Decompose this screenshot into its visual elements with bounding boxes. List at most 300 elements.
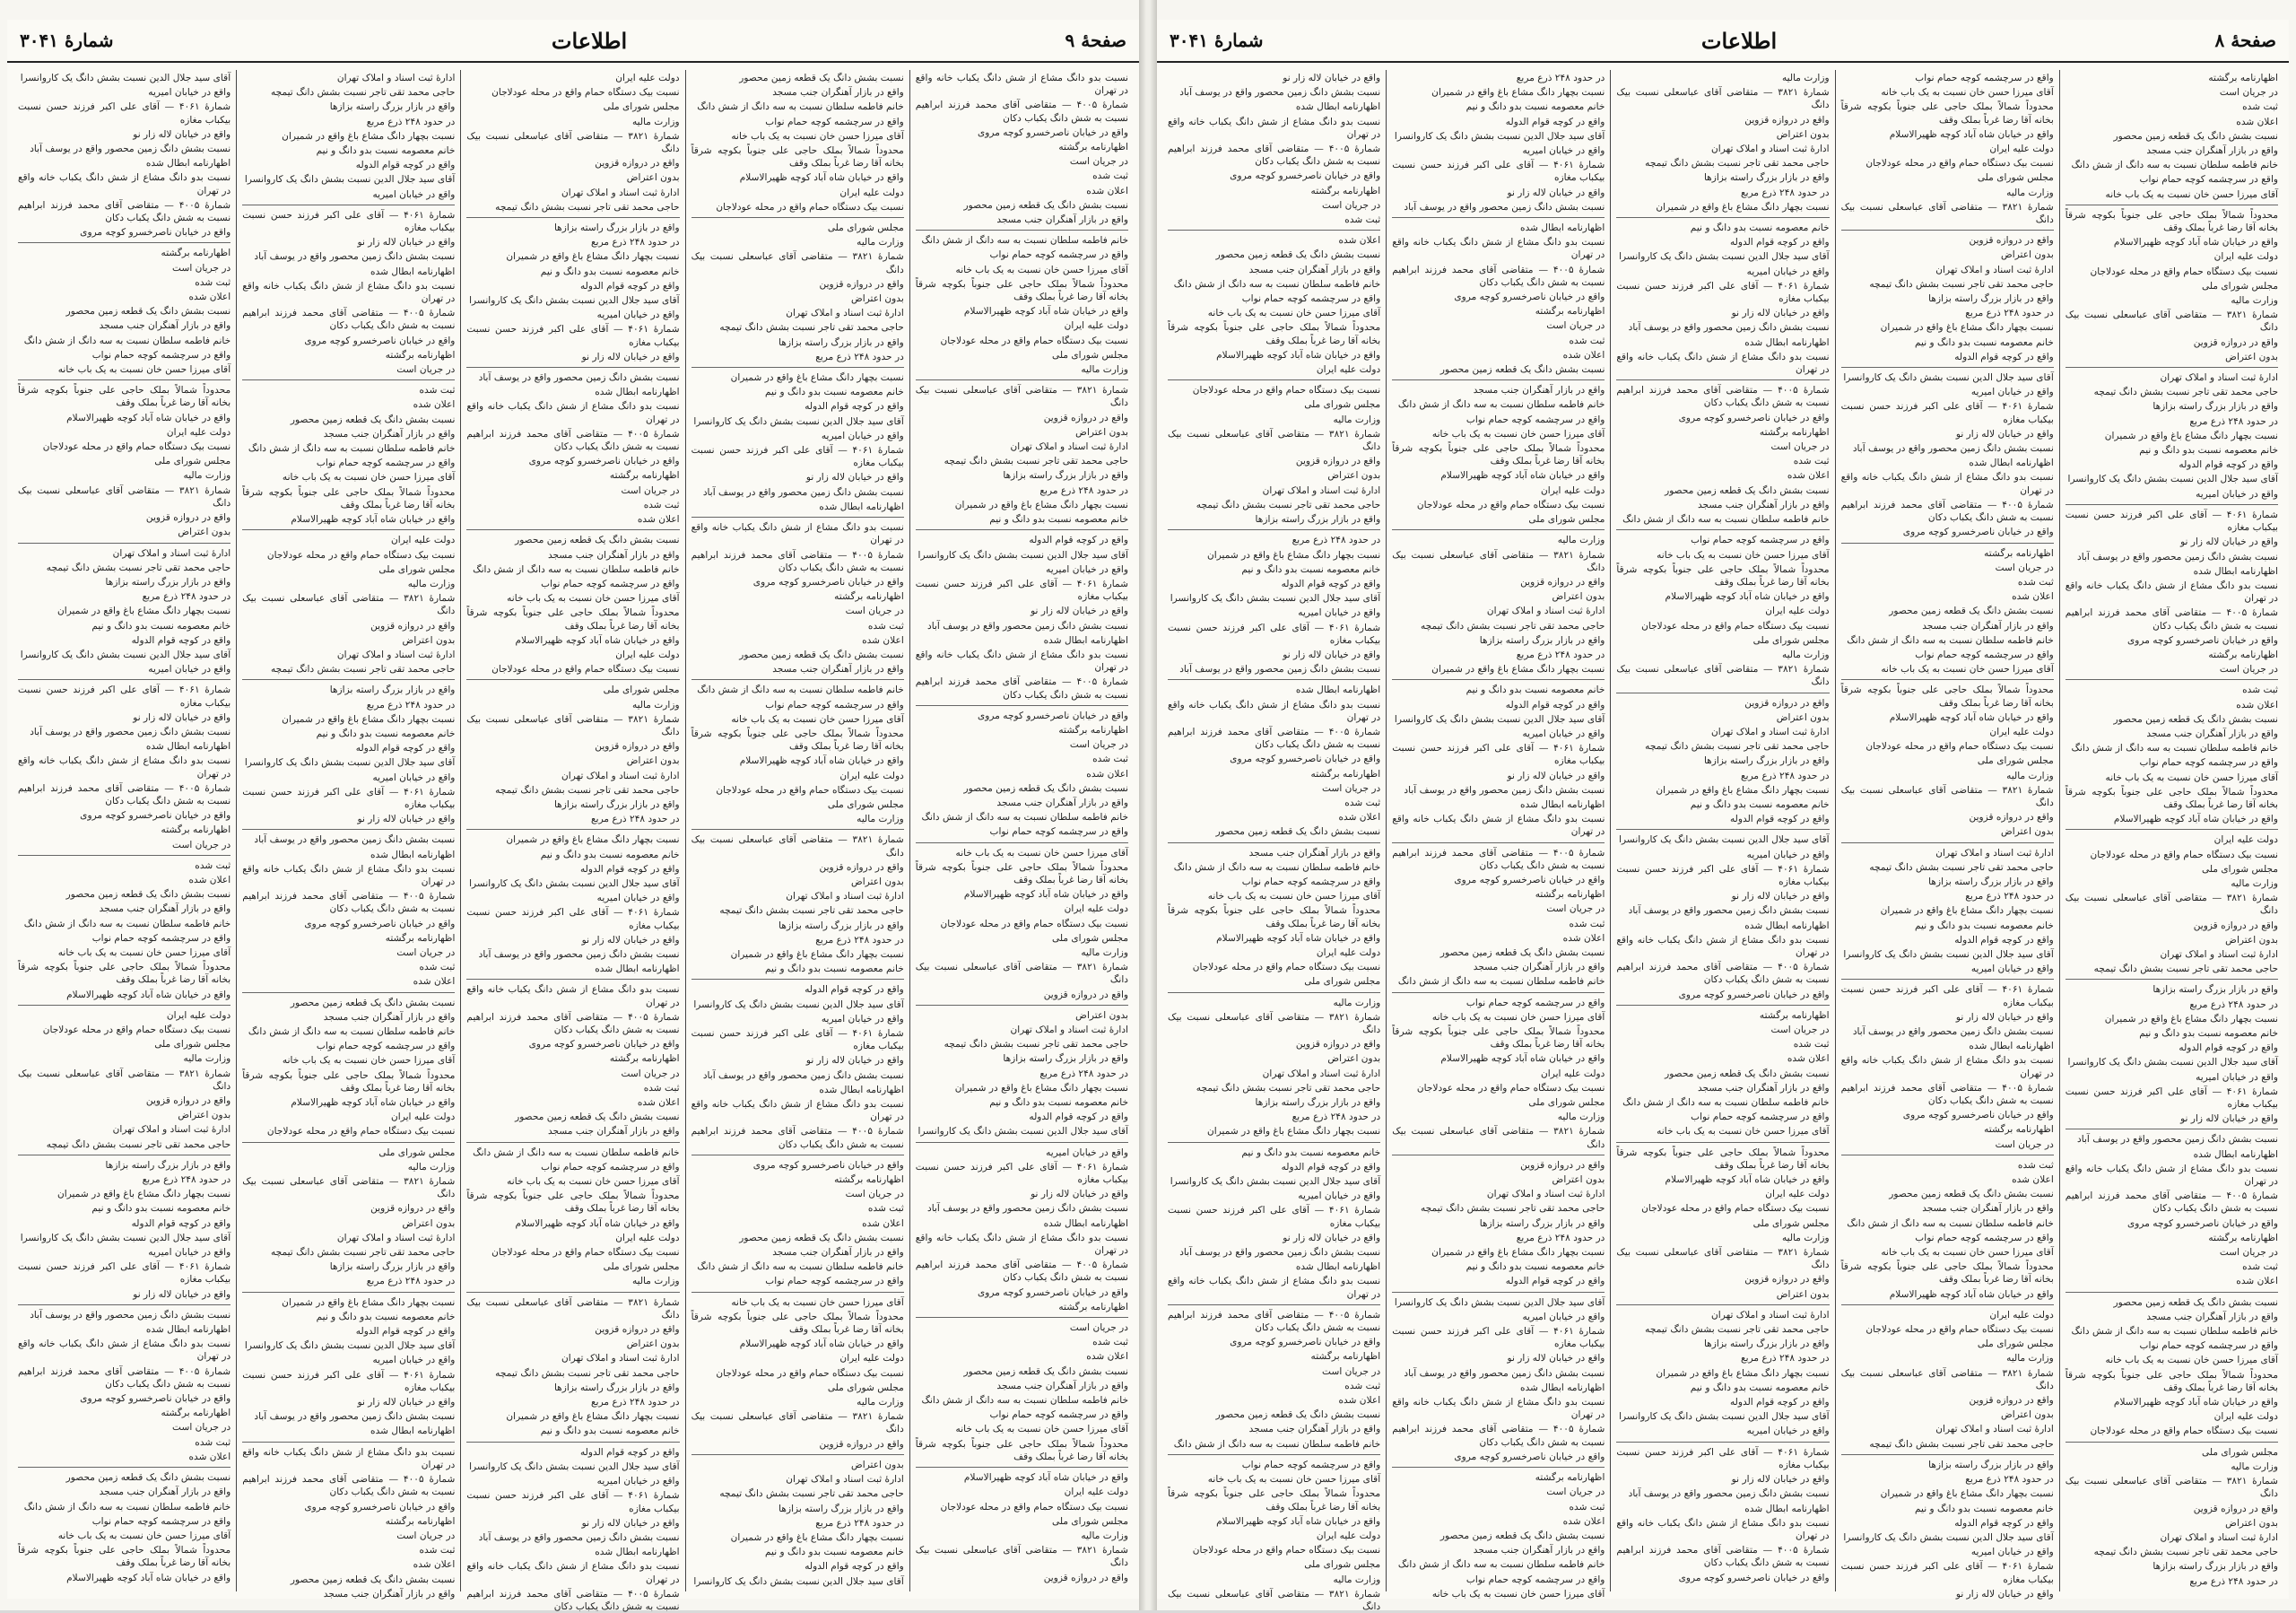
notice-entry: واقع در خیابان لاله زار نو: [1731, 308, 1830, 319]
notice-entry: واقع در خیابان شاه آباد کوچه ظهیرالاسلام: [515, 1217, 680, 1229]
notice-entry: نسبت بچهار دانگ مشاع باغ واقع در شمیران: [506, 251, 680, 263]
notice-entry: آقای سید جلال الدین نسبت بشش دانگ یک کاروانسرا: [1619, 251, 1830, 263]
notice-entry: ثبت شده: [1344, 214, 1381, 226]
column-divider-rule: [691, 517, 904, 518]
notice-entry: آقای سید جلال الدین نسبت بشش دانگ یک کاروانسرا: [1394, 713, 1605, 725]
notice-entry: شمارهٔ ۴۰۶۱ — آقای علی اکبر فرزند حسن نسبت بیکباب مغازه: [1616, 280, 1830, 305]
notice-entry: شمارهٔ ۳۸۲۱ — متقاضی آقای عباسعلی نسبت بیک دانگ: [242, 1176, 456, 1200]
column-divider-rule: [1616, 379, 1829, 380]
notice-entry: آقای میرزا حسن خان نسبت به یک باب خانه: [955, 264, 1128, 275]
notice-entry: واقع در سرچشمه کوچه حمام نواب: [1691, 535, 1830, 546]
notice-entry: حاجی محمد تقی تاجر نسبت بشش دانگ تیمچه: [1420, 1203, 1605, 1215]
notice-entry: در جریان است: [1322, 782, 1381, 794]
column-divider-rule: [466, 679, 679, 680]
notice-entry: حاجی محمد تقی تاجر نسبت بشش دانگ تیمچه: [1869, 1438, 2054, 1450]
notice-entry: واقع در سرچشمه کوچه حمام نواب: [1915, 73, 2054, 83]
notice-entry: واقع در خیابان ناصرخسرو کوچه مروی: [1678, 989, 1830, 1000]
left-page-issue: شمارهٔ ۳۰۴۱: [20, 30, 114, 51]
notice-entry: ثبت شده: [2242, 1261, 2278, 1273]
notice-entry: واقع در خیابان شاه آباد کوچه ظهیرالاسلام: [1665, 591, 1830, 603]
notice-entry: واقع در بازار بزرگ راسته بزازها: [105, 1159, 231, 1171]
notice-entry: شمارهٔ ۴۰۰۵ — متقاضی آقای محمد فرزند ابراهیم نسبت به شش دانگ یکباب دکان: [915, 1260, 1129, 1284]
text-column: [1610, 70, 1834, 1591]
notice-entry: دولت علیه ایران: [1316, 364, 1381, 376]
notice-entry: شمارهٔ ۳۸۲۱ — متقاضی آقای عباسعلی نسبت بیک دانگ: [17, 1068, 231, 1092]
notice-entry: واقع در کوچه قوام الدوله: [1505, 116, 1605, 127]
text-column: [1162, 70, 1386, 1612]
notice-entry: نسبت بدو دانگ مشاع از شش دانگ یکباب خانه واقع در تهران: [242, 863, 456, 887]
notice-entry: شمارهٔ ۴۰۰۵ — متقاضی آقای محمد فرزند ابراهیم نسبت به شش دانگ یکباب دکان: [1167, 1309, 1381, 1334]
column-divider-rule: [916, 842, 1128, 843]
notice-entry: خانم فاطمه سلطان نسبت به سه دانگ از شش دانگ: [23, 335, 231, 346]
notice-entry: در جریان است: [845, 606, 904, 617]
notice-entry: نسبت بچهار دانگ مشاع باغ واقع در شمیران: [1206, 549, 1381, 561]
notice-entry: آقای سید جلال الدین نسبت بشش دانگ یک کاروانسرا: [1170, 593, 1381, 605]
column-divider-rule: [2066, 679, 2278, 680]
notice-entry: نسبت بشش دانگ یک قطعه زمین محصور: [739, 1232, 904, 1243]
notice-entry: نسبت بشش دانگ زمین محصور واقع در یوسف آباد: [30, 1309, 231, 1321]
notice-entry: شمارهٔ ۴۰۶۱ — آقای علی اکبر فرزند حسن نسبت بیکباب مغازه: [17, 684, 231, 709]
notice-entry: ثبت شده: [2242, 684, 2278, 696]
notice-entry: واقع در خیابان لاله زار نو: [1731, 1474, 1830, 1486]
notice-entry: شمارهٔ ۴۰۶۱ — آقای علی اکبر فرزند حسن نسبت بیکباب مغازه: [1167, 1205, 1381, 1229]
notice-entry: واقع در خیابان لاله زار نو: [805, 1055, 904, 1067]
notice-entry: مجلس شورای ملی: [1304, 1559, 1381, 1571]
column-divider-rule: [2066, 979, 2278, 980]
column-divider-rule: [1392, 217, 1605, 218]
notice-entry: آقای میرزا حسن خان نسبت به یک باب خانه: [507, 1176, 680, 1188]
notice-entry: ادارهٔ ثبت اسناد و املاک تهران: [336, 1232, 456, 1243]
notice-entry: آقای میرزا حسن خان نسبت به یک باب خانه: [57, 1530, 231, 1541]
notice-entry: شمارهٔ ۳۸۲۱ — متقاضی آقای عباسعلی نسبت بیک دانگ: [1840, 784, 2054, 808]
column-divider-rule: [466, 1292, 679, 1293]
notice-entry: اعلان شده: [1338, 1395, 1381, 1407]
column-divider-rule: [916, 529, 1128, 530]
notice-entry: نسبت بدو دانگ مشاع از شش دانگ یکباب خانه واقع در تهران: [2065, 1163, 2278, 1188]
notice-entry: شمارهٔ ۴۰۰۵ — متقاضی آقای محمد فرزند ابراهیم نسبت به شش دانگ یکباب دکان: [1167, 726, 1381, 751]
notice-entry: واقع در خیابان شاه آباد کوچه ظهیرالاسلام: [291, 514, 456, 526]
notice-entry: شمارهٔ ۴۰۰۵ — متقاضی آقای محمد فرزند ابراهیم نسبت به شش دانگ یکباب دکان: [915, 676, 1129, 701]
notice-entry: اظهارنامه ابطال شده: [145, 1324, 231, 1336]
notice-entry: واقع در سرچشمه کوچه حمام نواب: [2139, 1340, 2278, 1352]
notice-entry: واقع در سرچشمه کوچه حمام نواب: [316, 458, 456, 469]
column-divider-rule: [1616, 1005, 1829, 1006]
notice-entry: شمارهٔ ۴۰۶۱ — آقای علی اکبر فرزند حسن نسبت بیکباب مغازه: [915, 1161, 1128, 1186]
notice-entry: ثبت شده: [195, 276, 231, 288]
notice-entry: واقع در خیابان شاه آباد کوچه ظهیرالاسلام: [1440, 470, 1605, 482]
notice-entry: واقع در خیابان امیریه: [148, 1247, 231, 1259]
notice-entry: واقع در بازار آهنگران جنب مسجد: [99, 903, 231, 915]
notice-entry: در حدود ۲۴۸ ذرع مربع: [2189, 998, 2278, 1010]
notice-entry: نسبت بدو دانگ مشاع از شش دانگ یکباب خانه واقع در تهران: [1167, 1276, 1381, 1300]
notice-entry: نسبت بدو دانگ مشاع از شش دانگ یکباب خانه واقع در تهران: [1167, 699, 1381, 723]
left-page: [7, 20, 1139, 1612]
notice-entry: واقع در خیابان شاه آباد کوچه ظهیرالاسلام: [1216, 349, 1381, 361]
column-divider-rule: [691, 829, 904, 830]
column-divider-rule: [1392, 1292, 1605, 1293]
notice-entry: اعلان شده: [862, 634, 904, 646]
notice-entry: حاجی محمد تقی تاجر نسبت بشش دانگ تیمچه: [1196, 499, 1381, 510]
notice-entry: واقع در بازار بزرگ راسته بزازها: [329, 1261, 456, 1273]
notice-entry: واقع در خیابان لاله زار نو: [581, 934, 680, 946]
notice-entry: آقای سید جلال الدین نسبت بشش دانگ یک کاروانسرا: [20, 649, 231, 660]
notice-entry: واقع در سرچشمه کوچه حمام نواب: [91, 349, 231, 361]
notice-entry: اعلان شده: [188, 1451, 231, 1462]
column-divider-rule: [1841, 679, 2054, 680]
notice-entry: واقع در بازار آهنگران جنب مسجد: [772, 1247, 904, 1259]
notice-entry: محدوداً شمالاً بملک حاجی علی جنوباً بکوچه شرقاً بخانه آقا رضا غرباً بملک وقف: [1167, 1488, 1381, 1513]
notice-entry: شمارهٔ ۳۸۲۱ — متقاضی آقای عباسعلی نسبت بیک دانگ: [466, 130, 680, 155]
notice-entry: واقع در بازار بزرگ راسته بزازها: [1003, 1053, 1128, 1065]
notice-entry: آقای میرزا حسن خان نسبت به یک باب خانه: [731, 130, 904, 142]
notice-entry: در جریان است: [1995, 562, 2054, 573]
notice-entry: نسبت بدو دانگ مشاع از شش دانگ یکباب خانه واقع در تهران: [915, 649, 1128, 674]
notice-entry: اظهارنامه برگشته: [161, 248, 231, 259]
column-divider-rule: [242, 1442, 455, 1443]
notice-entry: نسبت بچهار دانگ مشاع باغ واقع در شمیران: [1880, 905, 2054, 917]
notice-entry: نسبت بدو دانگ مشاع از شش دانگ یکباب خانه واقع در تهران: [691, 522, 904, 546]
notice-entry: ثبت شده: [419, 385, 456, 397]
notice-entry: شمارهٔ ۴۰۰۵ — متقاضی آقای محمد فرزند ابراهیم نسبت به شش دانگ یکباب دکان: [1840, 1082, 2054, 1107]
notice-entry: اظهارنامه ابطال شده: [145, 158, 231, 170]
column-divider-rule: [1392, 679, 1605, 680]
notice-entry: نسبت بشش دانگ زمین محصور واقع در یوسف آباد: [1852, 443, 2054, 455]
notice-entry: نسبت بدو دانگ مشاع از شش دانگ یکباب خانه واقع در تهران: [1840, 1055, 2054, 1079]
notice-entry: در جریان است: [1546, 320, 1605, 332]
notice-entry: آقای سید جلال الدین نسبت بشش دانگ یک کاروانسرا: [1843, 1531, 2054, 1543]
notice-entry: نسبت بچهار دانگ مشاع باغ واقع در شمیران: [282, 1296, 456, 1308]
notice-entry: دولت علیه ایران: [839, 187, 904, 198]
notice-entry: خانم معصومه نسبت بدو دانگ و نیم: [989, 1097, 1128, 1109]
notice-entry: در جریان است: [2219, 87, 2278, 99]
column-divider-rule: [1168, 230, 1380, 231]
notice-entry: ادارهٔ ثبت اسناد و املاک تهران: [1010, 441, 1128, 453]
notice-entry: شمارهٔ ۴۰۶۱ — آقای علی اکبر فرزند حسن نسبت بیکباب مغازه: [242, 209, 456, 234]
notice-entry: ثبت شده: [2017, 576, 2054, 588]
notice-entry: واقع در خیابان امیریه: [1522, 728, 1605, 739]
notice-entry: شمارهٔ ۳۸۲۱ — متقاضی آقای عباسعلی نسبت بیک دانگ: [242, 593, 456, 617]
notice-entry: واقع در خیابان شاه آباد کوچه ظهیرالاسلام: [2113, 237, 2278, 248]
notice-entry: واقع در خیابان لاله زار نو: [357, 814, 456, 825]
notice-entry: اظهارنامه ابطال شده: [1043, 634, 1128, 646]
notice-entry: حاجی محمد تقی تاجر نسبت بشش دانگ تیمچه: [1645, 1324, 1830, 1336]
notice-entry: دولت علیه ایران: [615, 1232, 680, 1243]
notice-entry: واقع در بازار بزرگ راسته بزازها: [1703, 755, 1830, 767]
column-divider-rule: [1392, 842, 1605, 843]
notice-entry: واقع در دروازه قزوین: [1043, 989, 1128, 1000]
notice-entry: اظهارنامه ابطال شده: [819, 1084, 904, 1095]
notice-entry: محدوداً شمالاً بملک حاجی علی جنوباً بکوچه شرقاً بخانه آقا رضا غرباً بملک وقف: [466, 607, 680, 632]
notice-entry: نسبت بشش دانگ زمین محصور واقع در یوسف آباد: [1628, 322, 1830, 334]
notice-entry: اعلان شده: [413, 1559, 456, 1571]
notice-entry: آقای سید جلال الدین نسبت بشش دانگ یک کاروانسرا: [1843, 372, 2054, 384]
notice-entry: خانم معصومه نسبت بدو دانگ و نیم: [1241, 563, 1381, 575]
notice-entry: خانم فاطمه سلطان نسبت به سه دانگ از شش دانگ: [1173, 278, 1381, 290]
notice-entry: اظهارنامه ابطال شده: [1520, 798, 1605, 810]
notice-entry: آقای سید جلال الدین نسبت بشش دانگ یک کاروانسرا: [918, 1126, 1128, 1138]
notice-entry: واقع در بازار بزرگ راسته بزازها: [1479, 634, 1605, 646]
notice-entry: محدوداً شمالاً بملک حاجی علی جنوباً بکوچه شرقاً بخانه آقا رضا غرباً بملک وقف: [1167, 322, 1381, 346]
notice-entry: واقع در دروازه قزوین: [595, 741, 680, 753]
notice-entry: نسبت بشش دانگ یک قطعه زمین محصور: [1439, 946, 1605, 958]
notice-entry: ثبت شده: [2017, 1159, 2054, 1171]
notice-entry: شمارهٔ ۴۰۰۵ — متقاضی آقای محمد فرزند ابراهیم نسبت به شش دانگ یکباب دکان: [466, 1588, 680, 1612]
notice-entry: نسبت بیک دستگاه حمام واقع در محله عودلاجان: [716, 201, 904, 213]
notice-entry: آقای میرزا حسن خان نسبت به یک باب خانه: [955, 1424, 1128, 1435]
notice-entry: محدوداً شمالاً بملک حاجی علی جنوباً بکوچه شرقاً بخانه آقا رضا غرباً بملک وقف: [691, 1311, 904, 1336]
column-divider-rule: [466, 217, 679, 218]
notice-entry: واقع در کوچه قوام الدوله: [355, 1326, 456, 1338]
notice-entry: در جریان است: [172, 839, 231, 850]
notice-entry: خانم معصومه نسبت بدو دانگ و نیم: [1914, 920, 2054, 931]
notice-entry: در حدود ۲۴۸ ذرع مربع: [142, 1174, 231, 1186]
column-divider-rule: [1168, 842, 1380, 843]
notice-entry: ادارهٔ ثبت اسناد و املاک تهران: [2160, 372, 2278, 384]
notice-entry: شمارهٔ ۴۰۶۱ — آقای علی اکبر فرزند حسن نسبت بیکباب مغازه: [915, 578, 1128, 603]
notice-entry: در جریان است: [2219, 1247, 2278, 1259]
notice-entry: واقع در خیابان لاله زار نو: [1031, 1189, 1128, 1200]
notice-entry: در حدود ۲۴۸ ذرع مربع: [1516, 649, 1605, 660]
notice-entry: شمارهٔ ۴۰۰۵ — متقاضی آقای محمد فرزند ابراهیم نسبت به شش دانگ یکباب دکان: [1167, 144, 1381, 168]
notice-entry: نسبت بچهار دانگ مشاع باغ واقع در شمیران: [1656, 201, 1830, 213]
notice-entry: بدون اعتراض: [1075, 426, 1128, 438]
notice-entry: نسبت بچهار دانگ مشاع باغ واقع در شمیران: [1431, 664, 1605, 676]
notice-entry: در حدود ۲۴۸ ذرع مربع: [1741, 770, 1830, 781]
notice-entry: شمارهٔ ۴۰۶۱ — آقای علی اکبر فرزند حسن نسبت بیکباب مغازه: [242, 786, 456, 810]
notice-entry: شمارهٔ ۴۰۰۵ — متقاضی آقای محمد فرزند ابراهیم نسبت به شش دانگ یکباب دکان: [1616, 385, 1830, 409]
notice-entry: خانم فاطمه سلطان نسبت به سه دانگ از شش دانگ: [1173, 1438, 1381, 1450]
notice-entry: اظهارنامه برگشته: [385, 1515, 456, 1527]
notice-entry: اظهارنامه برگشته: [834, 1174, 904, 1186]
notice-entry: دولت علیه ایران: [166, 426, 231, 438]
notice-entry: نسبت بدو دانگ مشاع از شش دانگ یکباب خانه واقع در تهران: [1392, 814, 1605, 838]
notice-entry: نسبت بیک دستگاه حمام واقع در محله عودلاجان: [1192, 962, 1381, 973]
notice-entry: اظهارنامه ابطال شده: [1520, 1382, 1605, 1393]
column-divider-rule: [1168, 679, 1380, 680]
notice-entry: محدوداً شمالاً بملک حاجی علی جنوباً بکوچه شرقاً بخانه آقا رضا غرباً بملک وقف: [1840, 1261, 2054, 1286]
notice-entry: اظهارنامه ابطال شده: [1295, 684, 1381, 696]
notice-entry: خانم فاطمه سلطان نسبت به سه دانگ از شش دانگ: [1847, 1217, 2054, 1229]
text-column: [685, 70, 909, 1591]
notice-entry: ادارهٔ ثبت اسناد و املاک تهران: [1486, 606, 1605, 617]
notice-entry: در حدود ۲۴۸ ذرع مربع: [1039, 484, 1128, 496]
notice-entry: در حدود ۲۴۸ ذرع مربع: [1516, 1232, 1605, 1243]
notice-entry: واقع در بازار بزرگ راسته بزازها: [1703, 1338, 1830, 1350]
notice-entry: واقع در خیابان ناصرخسرو کوچه مروی: [2126, 634, 2278, 646]
notice-entry: واقع در خیابان ناصرخسرو کوچه مروی: [304, 335, 456, 346]
notice-entry: خانم معصومه نسبت بدو دانگ و نیم: [764, 387, 904, 398]
notice-entry: ثبت شده: [867, 620, 904, 632]
notice-entry: نسبت بدو دانگ مشاع از شش دانگ یکباب خانه واقع در تهران: [466, 1561, 680, 1585]
notice-entry: واقع در خیابان لاله زار نو: [1955, 428, 2054, 440]
notice-entry: واقع در بازار آهنگران جنب مسجد: [1248, 264, 1381, 275]
notice-entry: واقع در کوچه قوام الدوله: [1281, 1161, 1381, 1173]
notice-entry: نسبت بشش دانگ یک قطعه زمین محصور: [1439, 364, 1605, 376]
notice-entry: مجلس شورای ملی: [1528, 514, 1605, 526]
notice-entry: در حدود ۲۴۸ ذرع مربع: [1292, 1112, 1381, 1123]
notice-entry: در حدود ۲۴۸ ذرع مربع: [1292, 535, 1381, 546]
notice-entry: واقع در خیابان لاله زار نو: [1507, 187, 1605, 198]
notice-entry: واقع در بازار آهنگران جنب مسجد: [1248, 1424, 1381, 1435]
notice-entry: محدوداً شمالاً بملک حاجی علی جنوباً بکوچه شرقاً بخانه آقا رضا غرباً بملک وقف: [691, 145, 904, 170]
notice-entry: آقای میرزا حسن خان نسبت به یک باب خانه: [1431, 1588, 1605, 1600]
notice-entry: اظهارنامه ابطال شده: [595, 387, 680, 398]
notice-entry: نسبت بیک دستگاه حمام واقع در محله عودلاجان: [42, 441, 231, 453]
notice-entry: واقع در سرچشمه کوچه حمام نواب: [1465, 997, 1605, 1008]
notice-entry: واقع در کوچه قوام الدوله: [2179, 459, 2278, 471]
notice-entry: واقع در خیابان ناصرخسرو کوچه مروی: [1454, 874, 1605, 885]
notice-entry: اظهارنامه برگشته: [2208, 1232, 2278, 1243]
notice-entry: در حدود ۲۴۸ ذرع مربع: [142, 591, 231, 603]
notice-entry: دولت علیه ایران: [1541, 484, 1605, 496]
notice-entry: مجلس شورای ملی: [1752, 1217, 1830, 1229]
notice-entry: خانم معصومه نسبت بدو دانگ و نیم: [1465, 101, 1605, 113]
notice-entry: در حدود ۲۴۸ ذرع مربع: [591, 1397, 680, 1408]
notice-entry: ادارهٔ ثبت اسناد و املاک تهران: [561, 1353, 680, 1365]
notice-entry: نسبت بیک دستگاه حمام واقع در محله عودلاجان: [491, 664, 680, 676]
notice-entry: اعلان شده: [1338, 235, 1381, 247]
notice-entry: خانم فاطمه سلطان نسبت به سه دانگ از شش دانگ: [473, 563, 680, 575]
notice-entry: آقای میرزا حسن خان نسبت به یک باب خانه: [282, 1055, 456, 1067]
notice-entry: دولت علیه ایران: [1316, 1530, 1381, 1541]
column-divider-rule: [916, 1467, 1128, 1468]
notice-entry: شمارهٔ ۴۰۰۵ — متقاضی آقای محمد فرزند ابراهیم نسبت به شش دانگ یکباب دکان: [242, 308, 456, 332]
notice-entry: واقع در خیابان شاه آباد کوچه ظهیرالاسلام: [1889, 711, 2054, 723]
notice-entry: در جریان است: [1995, 1138, 2054, 1150]
notice-entry: نسبت بچهار دانگ مشاع باغ واقع در شمیران: [730, 372, 904, 384]
notice-entry: واقع در خیابان ناصرخسرو کوچه مروی: [977, 1286, 1128, 1298]
notice-entry: بدون اعتراض: [2000, 1409, 2054, 1421]
notice-entry: واقع در کوچه قوام الدوله: [355, 743, 456, 754]
notice-entry: حاجی محمد تقی تاجر نسبت بشش دانگ تیمچه: [1645, 158, 1830, 170]
notice-entry: اظهارنامه ابطال شده: [595, 963, 680, 975]
notice-entry: واقع در خیابان امیریه: [596, 310, 680, 321]
notice-entry: نسبت بشش دانگ یک قطعه زمین محصور: [963, 1365, 1128, 1377]
notice-entry: واقع در خیابان لاله زار نو: [1507, 770, 1605, 781]
notice-entry: نسبت بیک دستگاه حمام واقع در محله عودلاجان: [716, 1367, 904, 1379]
notice-entry: واقع در بازار آهنگران جنب مسجد: [1473, 385, 1605, 397]
notice-entry: نسبت بچهار دانگ مشاع باغ واقع در شمیران: [2104, 1013, 2278, 1024]
notice-entry: اظهارنامه ابطال شده: [1744, 1503, 1830, 1514]
notice-entry: واقع در خیابان لاله زار نو: [581, 351, 680, 362]
notice-entry: واقع در خیابان امیریه: [148, 664, 231, 676]
column-divider-rule: [18, 855, 230, 856]
notice-entry: خانم معصومه نسبت بدو دانگ و نیم: [1690, 222, 1830, 234]
notice-entry: آقای سید جلال الدین نسبت بشش دانگ یک کاروانسرا: [244, 1340, 456, 1352]
right-page: [1157, 20, 2289, 1612]
left-page-masthead: اطلاعات: [551, 27, 628, 54]
right-page-header: [1157, 20, 2289, 63]
notice-entry: وزارت مالیه: [2006, 1353, 2054, 1365]
notice-entry: در جریان است: [172, 1422, 231, 1434]
notice-entry: بدون اعتراض: [1552, 1174, 1605, 1186]
notice-entry: خانم معصومه نسبت بدو دانگ و نیم: [764, 1547, 904, 1558]
notice-entry: واقع در بازار بزرگ راسته بزازها: [2152, 984, 2278, 996]
notice-entry: واقع در دروازه قزوین: [2193, 920, 2278, 931]
notice-entry: واقع در بازار بزرگ راسته بزازها: [105, 576, 231, 588]
notice-entry: خانم معصومه نسبت بدو دانگ و نیم: [764, 963, 904, 975]
notice-entry: آقای سید جلال الدین نسبت بشش دانگ یک کاروانسرا: [20, 73, 231, 83]
notice-entry: واقع در بازار بزرگ راسته بزازها: [1255, 1097, 1381, 1109]
notice-entry: دولت علیه ایران: [1316, 946, 1381, 958]
notice-entry: آقای میرزا حسن خان نسبت به یک باب خانه: [731, 713, 904, 725]
notice-entry: نسبت بدو دانگ مشاع از شش دانگ یکباب خانه واقع در تهران: [1167, 116, 1381, 140]
notice-entry: اظهارنامه برگشته: [609, 1053, 680, 1065]
column-divider-rule: [242, 1292, 455, 1293]
notice-entry: واقع در دروازه قزوین: [1969, 812, 2054, 824]
notice-entry: ثبت شده: [1569, 918, 1605, 929]
notice-entry: اعلان شده: [637, 1097, 680, 1109]
notice-entry: آقای سید جلال الدین نسبت بشش دانگ یک کاروانسرا: [1394, 1296, 1605, 1308]
notice-entry: خانم فاطمه سلطان نسبت به سه دانگ از شش دانگ: [248, 443, 456, 455]
notice-entry: در جریان است: [1770, 441, 1830, 453]
column-divider-rule: [1392, 1467, 1605, 1468]
notice-entry: نسبت بیک دستگاه حمام واقع در محله عودلاجان: [940, 335, 1128, 346]
notice-entry: در جریان است: [1770, 1024, 1830, 1035]
notice-entry: خانم معصومه نسبت بدو دانگ و نیم: [316, 1311, 456, 1322]
notice-entry: واقع در خیابان شاه آباد کوچه ظهیرالاسلام: [1216, 932, 1381, 944]
notice-entry: آقای سید جلال الدین نسبت بشش دانگ یک کاروانسرا: [918, 549, 1128, 561]
notice-entry: واقع در بازار بزرگ راسته بزازها: [1928, 293, 2054, 305]
notice-entry: خانم فاطمه سلطان نسبت به سه دانگ از شش دانگ: [1397, 976, 1605, 988]
notice-entry: خانم فاطمه سلطان نسبت به سه دانگ از شش دانگ: [921, 235, 1128, 247]
notice-entry: محدوداً شمالاً بملک حاجی علی جنوباً بکوچه شرقاً بخانه آقا رضا غرباً بملک وقف: [915, 278, 1128, 303]
notice-entry: آقای سید جلال الدین نسبت بشش دانگ یک کاروانسرا: [244, 174, 456, 186]
notice-entry: محدوداً شمالاً بملک حاجی علی جنوباً بکوچه شرقاً بخانه آقا رضا غرباً بملک وقف: [17, 962, 231, 986]
notice-entry: دولت علیه ایران: [1989, 1309, 2054, 1321]
notice-entry: نسبت بدو دانگ مشاع از شش دانگ یکباب خانه واقع در تهران: [915, 73, 1128, 97]
notice-entry: آقای سید جلال الدین نسبت بشش دانگ یک کاروانسرا: [20, 1232, 231, 1243]
notice-entry: اعلان شده: [2012, 1174, 2054, 1186]
notice-entry: اظهارنامه ابطال شده: [1744, 920, 1830, 931]
notice-entry: واقع در بازار آهنگران جنب مسجد: [1473, 1545, 1605, 1556]
notice-entry: آقای سید جلال الدین نسبت بشش دانگ یک کاروانسرا: [693, 998, 904, 1010]
column-divider-rule: [2066, 829, 2278, 830]
notice-entry: محدوداً شمالاً بملک حاجی علی جنوباً بکوچه شرقاً بخانه آقا رضا غرباً بملک وقف: [466, 1190, 680, 1215]
notice-entry: محدوداً شمالاً بملک حاجی علی جنوباً بکوچه شرقاً بخانه آقا رضا غرباً بملک وقف: [2065, 209, 2278, 234]
notice-entry: مجلس شورای ملی: [1528, 1097, 1605, 1109]
notice-entry: اعلان شده: [188, 874, 231, 885]
notice-entry: نسبت بشش دانگ زمین محصور واقع در یوسف آباد: [1404, 784, 1605, 796]
notice-entry: نسبت بچهار دانگ مشاع باغ واقع در شمیران: [506, 834, 680, 846]
notice-entry: در حدود ۲۴۸ ذرع مربع: [366, 699, 456, 711]
notice-entry: نسبت بیک دستگاه حمام واقع در محله عودلاجان: [1416, 499, 1605, 510]
notice-entry: واقع در دروازه قزوین: [1744, 1274, 1830, 1286]
notice-entry: واقع در کوچه قوام الدوله: [1505, 699, 1605, 711]
notice-entry: حاجی محمد تقی تاجر نسبت بشش دانگ تیمچه: [944, 1039, 1128, 1051]
notice-entry: شمارهٔ ۴۰۰۵ — متقاضی آقای محمد فرزند ابراهیم نسبت به شش دانگ یکباب دکان: [691, 1126, 904, 1150]
notice-entry: دولت علیه ایران: [839, 1353, 904, 1365]
column-divider-rule: [466, 829, 679, 830]
notice-entry: واقع در خیابان امیریه: [1746, 1426, 1830, 1437]
notice-entry: حاجی محمد تقی تاجر نسبت بشش دانگ تیمچه: [495, 201, 680, 213]
notice-entry: خانم فاطمه سلطان نسبت به سه دانگ از شش دانگ: [2071, 160, 2278, 171]
notice-entry: بدون اعتراض: [1776, 711, 1830, 723]
notice-entry: نسبت بشش دانگ یک قطعه زمین محصور: [515, 1112, 680, 1123]
notice-entry: نسبت بشش دانگ زمین محصور واقع در یوسف آباد: [1179, 1247, 1381, 1259]
notice-entry: وزارت مالیه: [857, 1397, 904, 1408]
notice-entry: در حدود ۲۴۸ ذرع مربع: [1741, 187, 1830, 198]
notice-entry: ثبت شده: [1092, 1337, 1128, 1348]
notice-entry: نسبت بشش دانگ یک قطعه زمین محصور: [1665, 484, 1830, 496]
notice-entry: واقع در کوچه قوام الدوله: [1029, 1112, 1128, 1123]
notice-entry: در حدود ۲۴۸ ذرع مربع: [591, 237, 680, 248]
notice-entry: وزارت مالیه: [1333, 997, 1381, 1008]
notice-entry: نسبت بچهار دانگ مشاع باغ واقع در شمیران: [954, 1082, 1128, 1094]
notice-entry: وزارت مالیه: [2006, 770, 2054, 781]
notice-entry: حاجی محمد تقی تاجر نسبت بشش دانگ تیمچه: [46, 562, 231, 573]
notice-entry: مجلس شورای ملی: [827, 1382, 904, 1393]
